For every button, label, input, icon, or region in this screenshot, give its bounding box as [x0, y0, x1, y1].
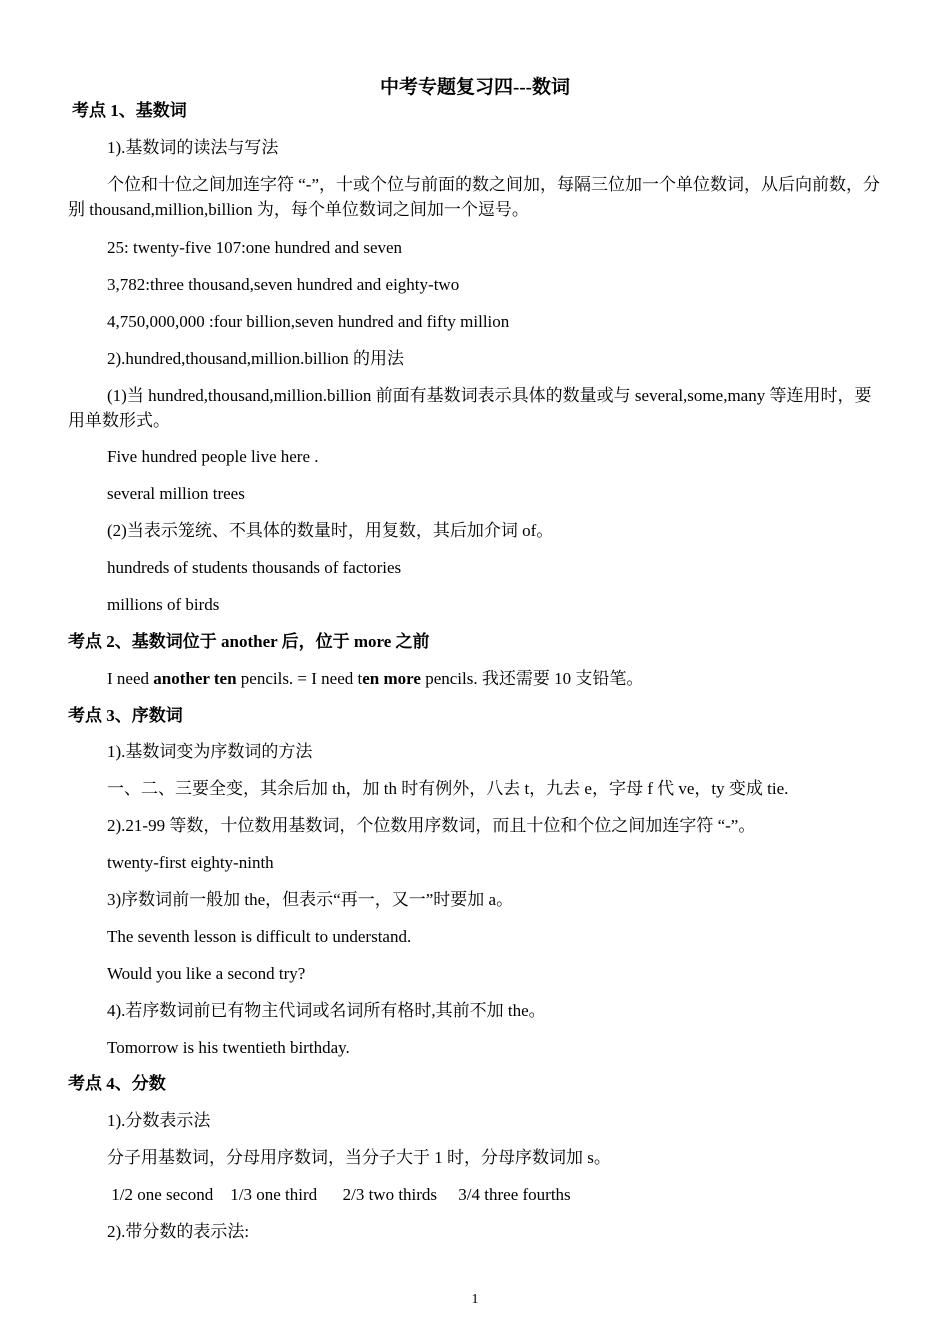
rule-ordinal-change: 一、二、三要全变，其余后加 th，加 th 时有例外，八去 t，九去 e，字母 f 代 ve，ty 变成 tie. — [107, 779, 789, 798]
example-line: The seventh lesson is difficult to understand. — [107, 927, 412, 946]
bold-run: another ten — [153, 669, 237, 688]
subheading-ordinal-method: 1).基数词变为序数词的方法 — [107, 742, 313, 761]
subheading-hundred-usage: 2).hundred,thousand,million.billion 的用法 — [107, 349, 405, 368]
example-another-ten — [107, 666, 643, 691]
example-line: 4,750,000,000 :four billion,seven hundred and fifty million — [107, 312, 510, 331]
page-number: 1 — [471, 1292, 479, 1307]
example-fractions: 1/2 one second 1/3 one third 2/3 two thirds 3/4 three fourths — [107, 1185, 571, 1204]
section-heading-another-more: 考点 2、基数词位于 another 后，位于 more 之前 — [68, 632, 430, 651]
text-run: I need — [107, 669, 154, 688]
text-run: pencils. = I need t — [236, 669, 363, 688]
example-line: Would you like a second try? — [107, 964, 306, 983]
rule-21-99: 2).21-99 等数，十位数用基数词，个位数用序数词，而且十位和个位之间加连字符 “-”。 — [107, 816, 756, 835]
rule-the-a: 3)序数词前一般加 the，但表示“再一，又一”时要加 a。 — [107, 890, 514, 909]
subheading-reading-writing: 1).基数词的读法与写法 — [107, 138, 279, 157]
subheading-fraction-expression: 1).分数表示法 — [107, 1111, 211, 1130]
example-line: 25: twenty-five 107:one hundred and seven — [107, 238, 403, 257]
example-line: 3,782:three thousand,seven hundred and eighty-two — [107, 275, 460, 294]
subheading-mixed-number: 2).带分数的表示法: — [107, 1222, 250, 1241]
document-title: 中考专题复习四---数词 — [380, 77, 570, 98]
rule-plural: (2)当表示笼统、不具体的数量时，用复数，其后加介词 of。 — [107, 521, 554, 540]
section-heading-cardinal: 考点 1、基数词 — [72, 101, 187, 120]
example-line: several million trees — [107, 484, 245, 503]
bold-run: en more — [362, 669, 421, 688]
example-line: twenty-first eighty-ninth — [107, 853, 274, 872]
section-heading-fraction: 考点 4、分数 — [68, 1074, 166, 1093]
text-run: pencils. 我还需要 10 支铅笔。 — [420, 669, 644, 688]
rule-possessive: 4).若序数词前已有物主代词或名词所有格时,其前不加 the。 — [107, 1001, 546, 1020]
example-line: Tomorrow is his twentieth birthday. — [107, 1038, 350, 1057]
section-heading-ordinal: 考点 3、序数词 — [68, 706, 183, 725]
rule-fraction: 分子用基数词，分母用序数词，当分子大于 1 时，分母序数词加 s。 — [107, 1148, 611, 1167]
paragraph-singular-rule: (1)当 hundred,thousand,million.billion 前面有基数词表示具体的数量或与 several,some,many 等连用时，要用单数形式。 — [68, 386, 872, 430]
paragraph-hyphen-rule: 个位和十位之间加连字符 “-”，十或个位与前面的数之间加，每隔三位加一个单位数词，从后向前数，分别 thousand,million,billion 为，每个单位数词之间加一个逗号。 — [68, 175, 880, 219]
example-line: hundreds of students thousands of factories — [107, 558, 402, 577]
example-line: Five hundred people live here . — [107, 447, 319, 466]
example-line: millions of birds — [107, 595, 220, 614]
